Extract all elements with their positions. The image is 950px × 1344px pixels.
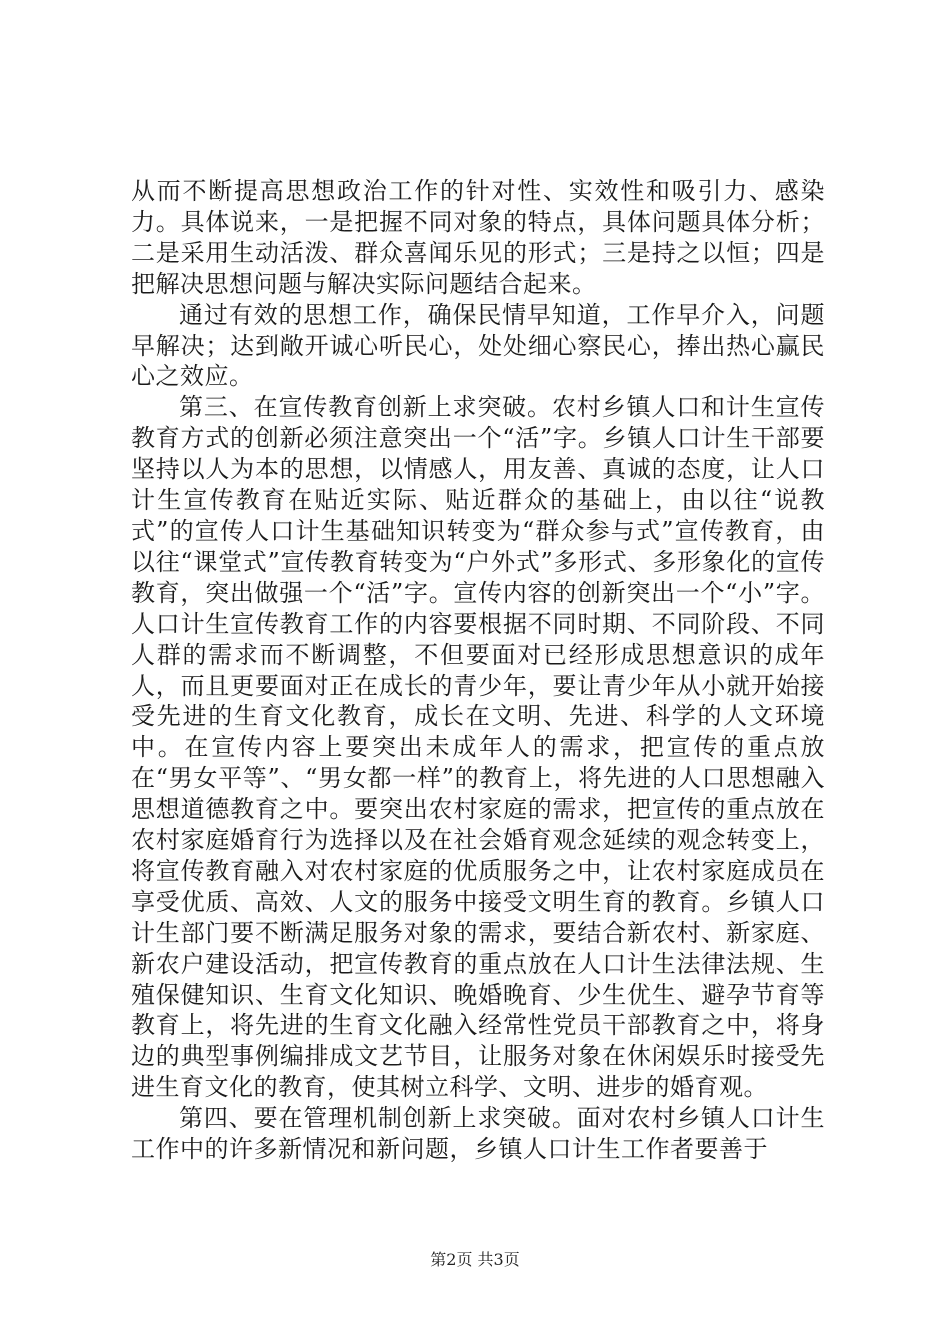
paragraph-4: 第四、要在管理机制创新上求突破。面对农村乡镇人口计生工作中的许多新情况和新问题，乡镇人口计生工作者要善于 — [131, 1104, 825, 1164]
paragraph-1: 从而不断提高思想政治工作的针对性、实效性和吸引力、感染力。具体说来，一是把握不同对象的特点，具体问题具体分析；二是采用生动活泼、群众喜闻乐见的形式；三是持之以恒；四是把解决思想问题与解决实际问题结合起来。 — [131, 177, 825, 298]
paragraph-2: 通过有效的思想工作，确保民情早知道，工作早介入，问题早解决；达到敞开诚心听民心，处处细心察民心，捧出热心赢民心之效应。 — [131, 300, 825, 391]
page-number-footer: 第2页 共3页 — [430, 1250, 520, 1269]
paragraph-3: 第三、在宣传教育创新上求突破。农村乡镇人口和计生宣传教育方式的创新必须注意突出一个“活”字。乡镇人口计生干部要坚持以人为本的思想，以情感人，用友善、真诚的态度，让人口计生宣传教育在贴近实际、贴近群众的基础上，由以往“说教式”的宣传人口计生基础知识转变为“群众参与式”宣传教育，由以往“课堂式”宣传教育转变为“户外式”多形式、多形象化的宣传教育，突出做强一个“活”字。宣传内容的创新突出一个“小”字。人口计生宣传教育工作的内容要根据不同时期、不同阶段、不同人群的需求而不断调整，不但要面对已经形成思想意识的成年人，而且更要面对正在成长的青少年，要让青少年从小就开始接受先进的生育文化教育，成长在文明、先进、科学的人文环境中。在宣传内容上要突出未成年人的需求，把宣传的重点放在“男女平等”、“男女都一样”的教育上，将先进的人口思想融入思想道德教育之中。要突出农村家庭的需求，把宣传的重点放在农村家庭婚育行为选择以及在社会婚育观念延续的观念转变上，将宣传教育融入对农村家庭的优质服务之中，让农村家庭成员在享受优质、高效、人文的服务中接受文明生育的教育。乡镇人口计生部门要不断满足服务对象的需求，要结合新农村、新家庭、新农户建设活动，把宣传教育的重点放在人口计生法律法规、生殖保健知识、生育文化知识、晚婚晚育、少生优生、避孕节育等教育上，将先进的生育文化融入经常性党员干部教育之中，将身边的典型事例编排成文艺节目，让服务对象在休闲娱乐时接受先进生育文化的教育，使其树立科学、文明、进步的婚育观。 — [131, 393, 825, 1102]
body-text — [131, 176, 825, 1165]
